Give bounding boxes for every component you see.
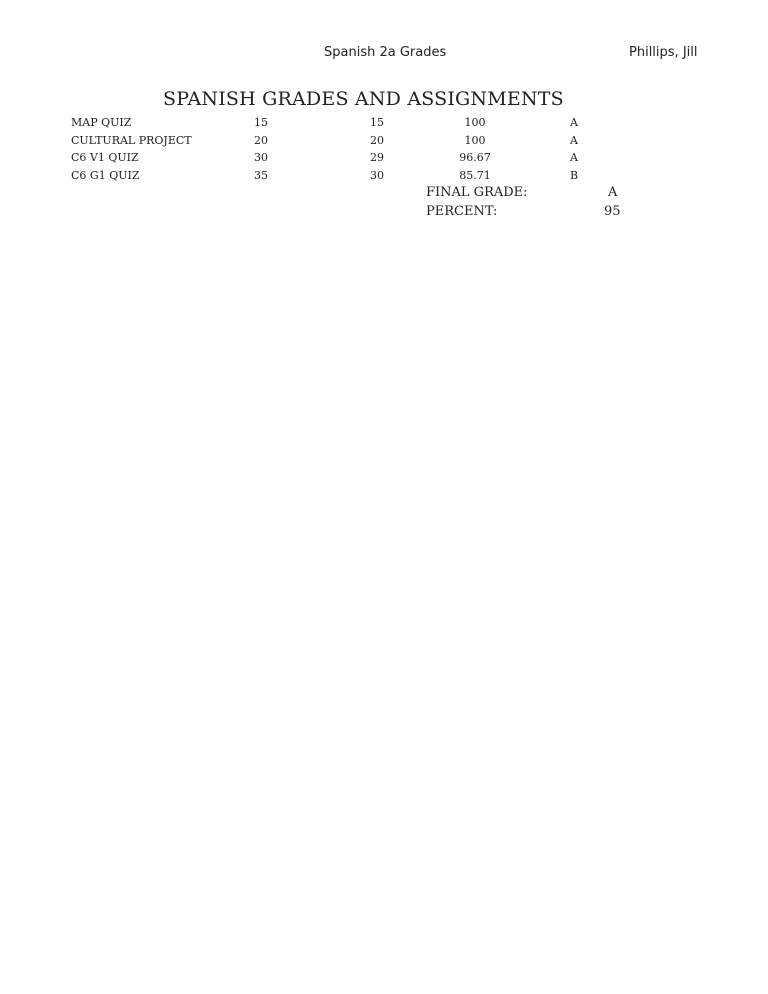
points-earned: 15 — [370, 116, 384, 129]
points-possible: 15 — [254, 116, 268, 129]
points-possible: 30 — [254, 151, 268, 164]
percent-value: 100 — [464, 116, 486, 129]
percent-value: 85.71 — [459, 168, 491, 182]
letter-grade: A — [570, 151, 578, 164]
page-header — [0, 45, 768, 63]
percent-value: 96.67 — [459, 151, 491, 164]
assignment-name: C6 G1 QUIZ — [71, 168, 140, 182]
grades-table — [71, 116, 671, 186]
final-grade-value: A — [608, 185, 618, 200]
final-grade-label: FINAL GRADE: — [426, 185, 528, 200]
table-row — [71, 151, 671, 169]
points-possible: 20 — [254, 133, 268, 147]
percent-label: PERCENT: — [426, 204, 498, 219]
assignment-name: C6 V1 QUIZ — [71, 151, 139, 164]
table-row — [71, 169, 671, 187]
points-possible: 35 — [254, 168, 268, 182]
letter-grade: A — [570, 133, 578, 147]
table-row — [71, 134, 671, 152]
percent-value: 100 — [464, 133, 486, 147]
table-row — [71, 116, 671, 134]
percent-value-total: 95 — [604, 204, 621, 219]
student-name: Phillips, Jill — [629, 45, 698, 60]
document-title: Spanish 2a Grades — [324, 45, 447, 60]
points-earned: 30 — [370, 168, 384, 182]
letter-grade: B — [570, 168, 579, 182]
points-earned: 29 — [370, 151, 384, 164]
points-earned: 20 — [370, 133, 384, 147]
assignment-name: CULTURAL PROJECT — [71, 133, 192, 147]
assignment-name: MAP QUIZ — [71, 116, 132, 129]
letter-grade: A — [570, 116, 578, 129]
page-title: SPANISH GRADES AND ASSIGNMENTS — [163, 88, 564, 110]
